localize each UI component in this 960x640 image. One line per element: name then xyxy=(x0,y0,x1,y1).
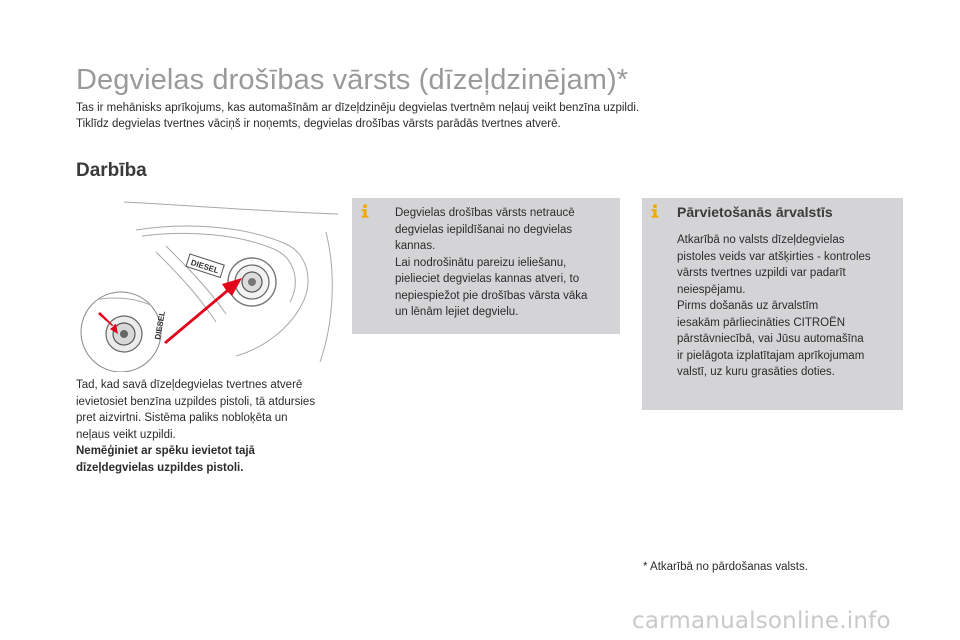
body-line: neļaus veikt uzpildi. xyxy=(76,428,176,441)
info-line: un lēnām lejiet degvielu. xyxy=(395,306,519,318)
info-box-jerrycan xyxy=(352,198,620,334)
fuel-filler-illustration xyxy=(76,192,338,372)
info-box-heading: Pārvietošanās ārvalstīs xyxy=(677,204,833,220)
info-icon xyxy=(358,204,372,218)
detail-circle xyxy=(81,292,161,372)
info-line: kannas. xyxy=(395,240,436,252)
info-line: nepiespiežot pie drošības vārsta vāka xyxy=(395,289,588,302)
info-line: Lai nodrošinātu pareizu ieliešanu, xyxy=(395,256,567,269)
body-warning-line: Nemēģiniet ar spēku ievietot tajā xyxy=(76,445,255,457)
watermark: carmanualsonline.info xyxy=(632,608,891,634)
info-line: Atkarībā no valsts dīzeļdegvielas xyxy=(677,234,845,246)
intro-text xyxy=(76,100,639,132)
info-line: neiespējamu. xyxy=(677,283,746,296)
info-line: iesakām pārliecināties CITROËN xyxy=(677,316,846,329)
body-warning-line: dīzeļdegvielas uzpildes pistoli. xyxy=(76,461,244,474)
info-line: valstī, uz kuru grasāties doties. xyxy=(677,366,835,378)
info-line: pistoles veids var atšķirties - kontroles xyxy=(677,250,871,263)
info-box-abroad xyxy=(642,198,903,410)
body-edge-line xyxy=(320,232,332,362)
footnote: * Atkarībā no pārdošanas valsts. xyxy=(643,561,808,573)
info-line: ir pielāgota izplatītajam aprīkojumam xyxy=(677,349,865,362)
intro-line: Tiklīdz degvielas tvertnes vāciņš ir noņemts, degvielas drošības vārsts parādās tvertnes atverē. xyxy=(76,118,561,130)
page-title: Degvielas drošības vārsts (dīzeļdzinējam)* xyxy=(76,64,629,96)
info-line: vārsts tvertnes uzpildi var padarīt xyxy=(677,267,846,279)
body-line: pret aizvirtni. Sistēma paliks nobloķēta un xyxy=(76,412,288,424)
diesel-tag xyxy=(186,254,224,277)
info-icon xyxy=(648,204,662,218)
body-line: ievietosiet benzīna uzpildes pistoli, tā atdursies xyxy=(76,395,316,408)
body-contour-line xyxy=(124,202,338,214)
diesel-tag-label: DIESEL xyxy=(189,257,220,276)
curved-diesel-text: DIESEL xyxy=(153,310,167,341)
red-arrow xyxy=(164,278,242,344)
info-line: Pirms došanās uz ārvalstīm xyxy=(677,300,819,312)
body-line: Tad, kad savā dīzeļdegvielas tvertnes atverē xyxy=(76,379,303,391)
info-line: Degvielas drošības vārsts netraucē xyxy=(395,207,575,219)
info-line: pārstāvniecībā, vai Jūsu automašīna xyxy=(677,333,864,345)
info-line: degvielas iepildīšanai no degvielas xyxy=(395,223,573,236)
intro-line: Tas ir mehānisks aprīkojums, kas automašīnām ar dīzeļdzinēju degvielas tvertnēm neļauj veikt benzīna uzpildi. xyxy=(76,102,640,114)
operation-description xyxy=(76,377,346,476)
section-heading: Darbība xyxy=(76,160,147,181)
info-box-text xyxy=(395,205,587,321)
info-line: pielieciet degvielas kannas atveri, to xyxy=(395,273,580,285)
info-box-text xyxy=(677,232,871,381)
